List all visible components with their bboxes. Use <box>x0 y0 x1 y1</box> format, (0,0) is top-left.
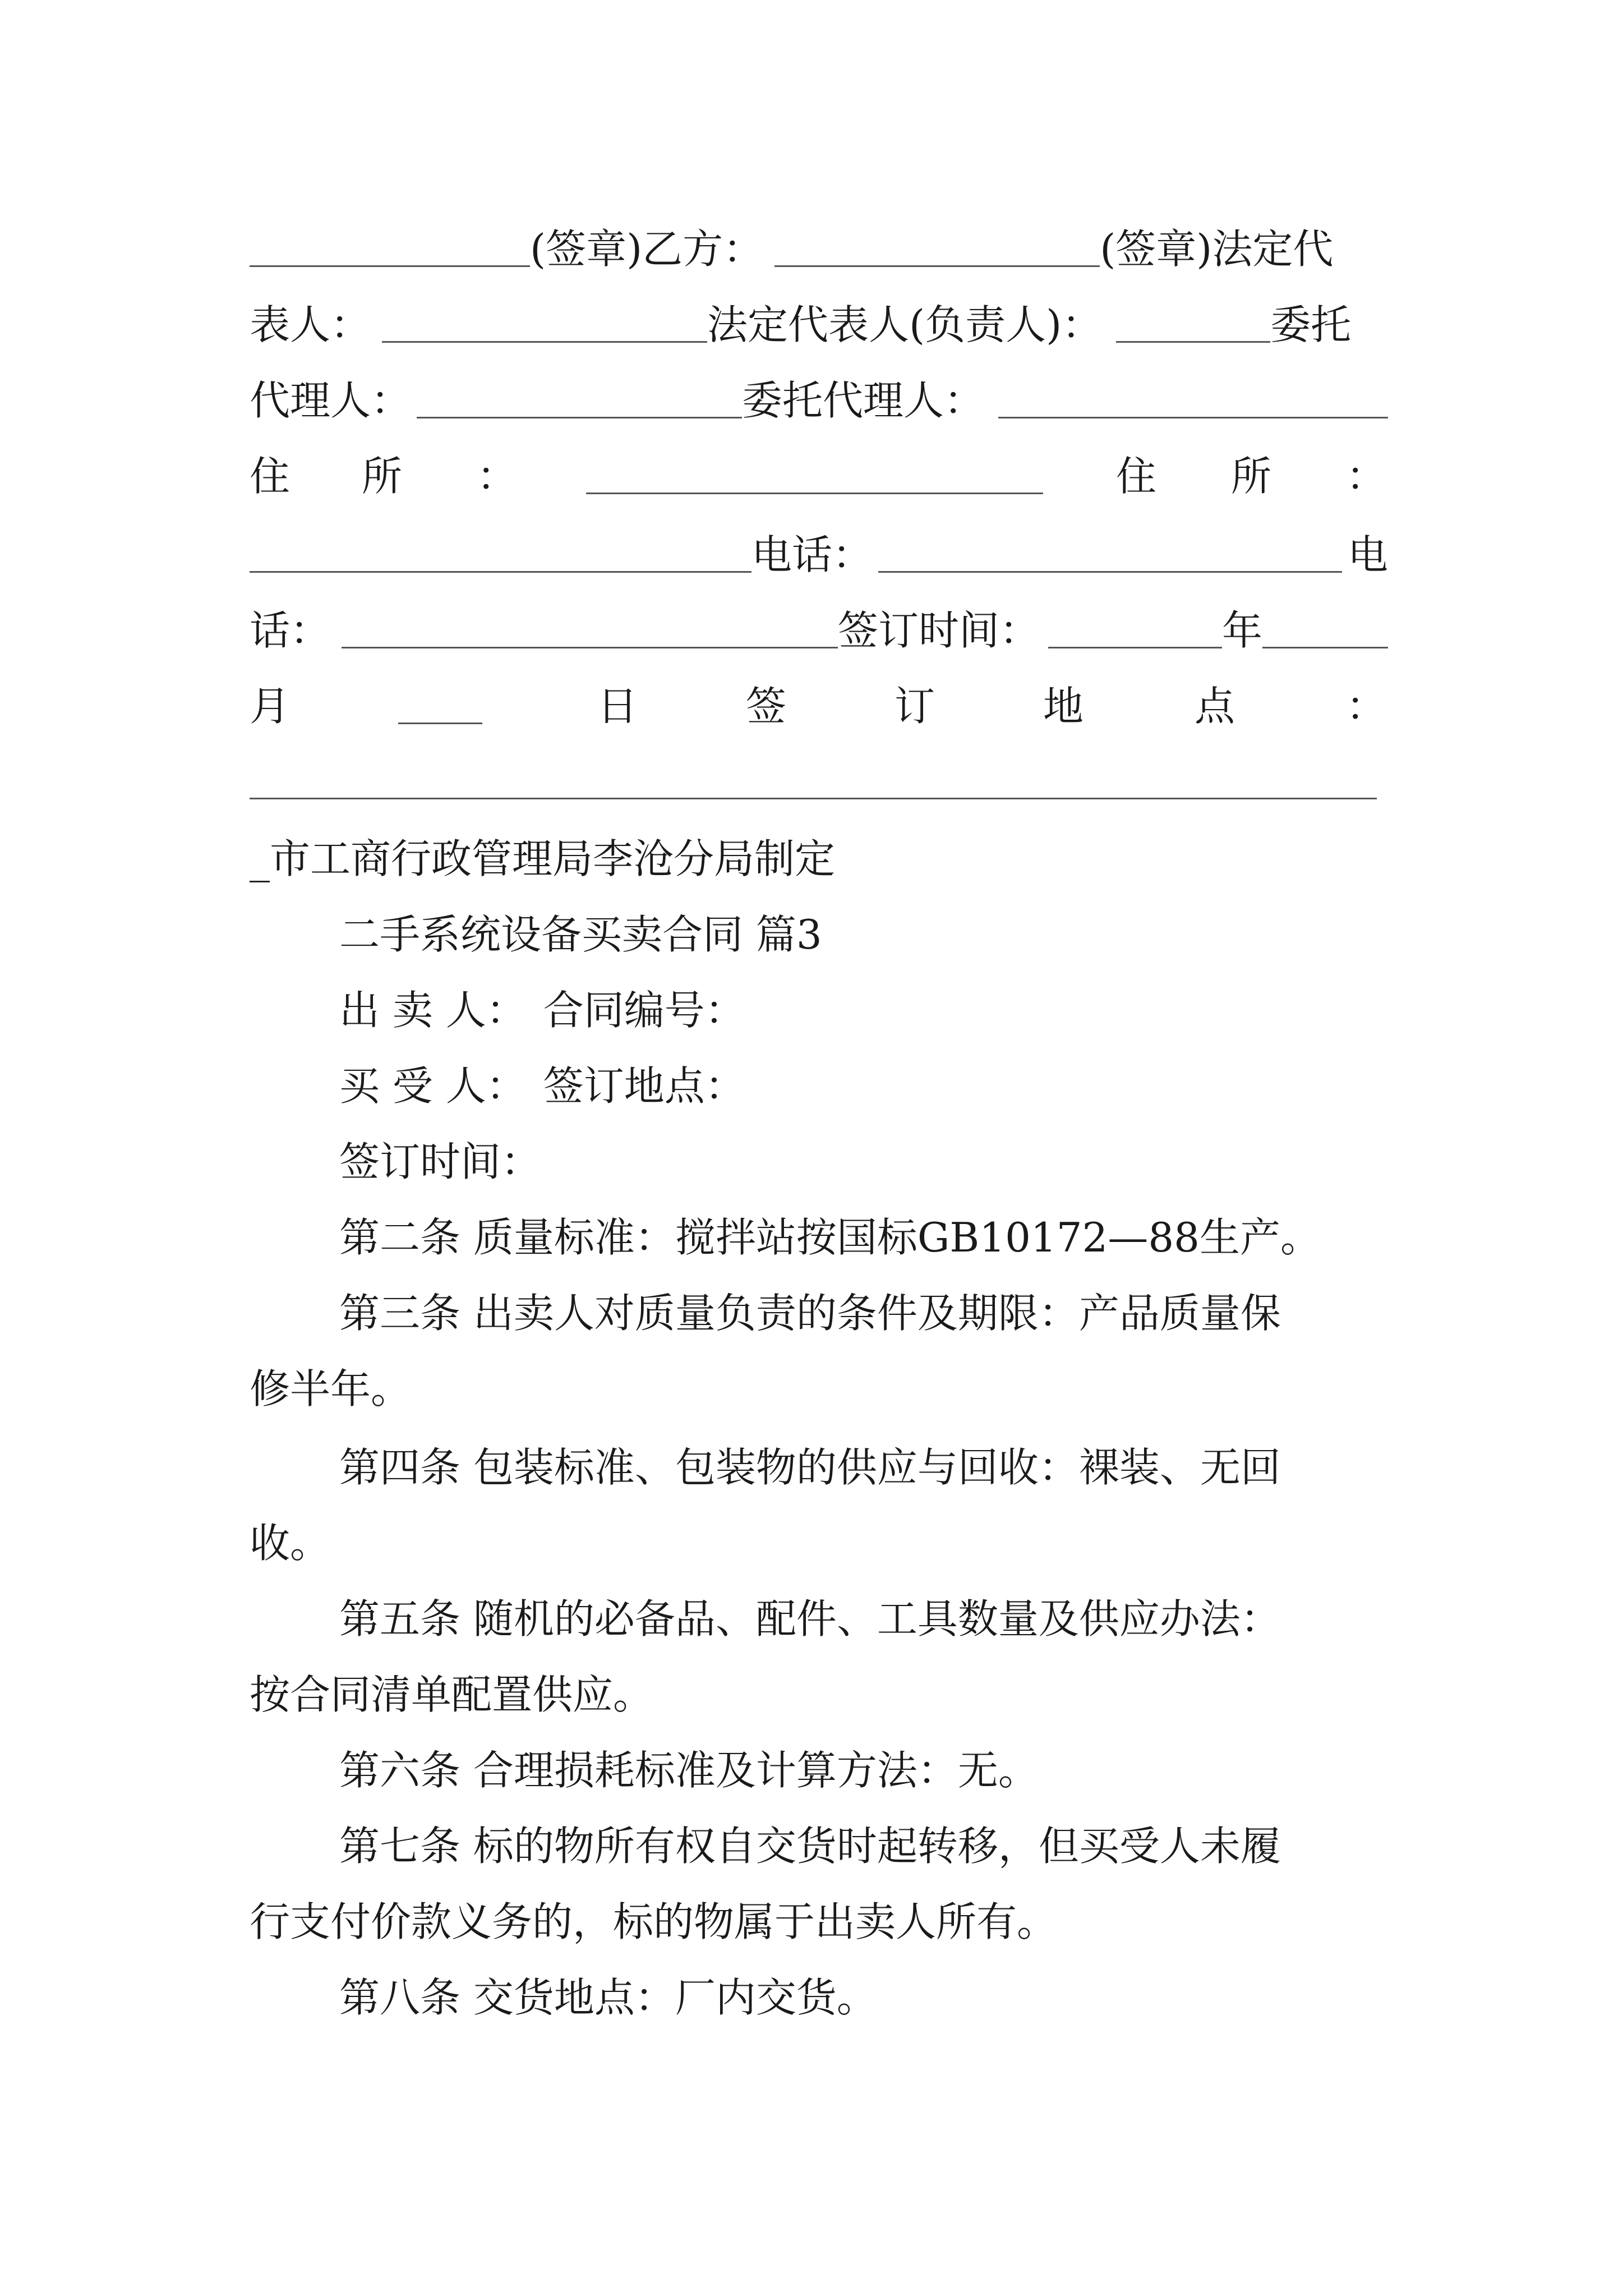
place-underline <box>250 798 1377 799</box>
blank-field <box>1116 338 1270 343</box>
sign-time-row: 签订时间： <box>339 1138 542 1185</box>
blank-field <box>382 338 707 343</box>
blank-field <box>878 568 1342 573</box>
phone-line <box>250 508 1388 578</box>
year-label: 年 <box>1222 607 1263 654</box>
seal-label-2: (签章)法定代 <box>1100 226 1334 273</box>
blank-field <box>417 413 742 418</box>
address-char: 住 <box>1116 453 1157 500</box>
legal-rep-label: 表人： <box>250 301 371 348</box>
place-char: 订 <box>895 683 935 730</box>
month-label: 月 <box>250 683 291 730</box>
address-char: 住 <box>250 453 291 500</box>
phone-label: 电话： <box>751 531 873 578</box>
article-5-line-1: 第五条 随机的必备品、配件、工具数量及供应办法： <box>339 1595 1281 1642</box>
article-2: 第二条 质量标准：搅拌站按国标GB10172—88生产。 <box>339 1214 1321 1261</box>
signature-line-2 <box>250 278 1388 348</box>
day-char: 日 <box>597 683 638 730</box>
sign-place-label: 签订地点： <box>543 1062 745 1110</box>
legal-rep-responsible-label: 法定代表人(负责人)： <box>707 301 1103 348</box>
article-7-line-1: 第七条 标的物所有权自交货时起转移，但买受人未履 <box>339 1823 1281 1870</box>
blank-field <box>342 643 838 648</box>
agent-label-2: 委托代理人： <box>742 377 985 424</box>
address-line <box>250 429 1388 500</box>
contract-title: 二手系统设备买卖合同 篇3 <box>339 911 822 958</box>
seller-row <box>339 987 745 1034</box>
article-7-line-2: 行支付价款义务的，标的物属于出卖人所有。 <box>250 1898 1058 1945</box>
address-char: ： <box>1346 453 1387 500</box>
date-place-line <box>250 659 1388 730</box>
article-3-line-1: 第三条 出卖人对质量负责的条件及期限：产品质量保 <box>339 1290 1281 1337</box>
blank-field <box>998 413 1388 418</box>
blank-field <box>774 262 1100 267</box>
blank-field <box>586 489 1043 494</box>
buyer-row <box>339 1062 745 1110</box>
article-5-line-2: 按合同清单配置供应。 <box>250 1671 654 1718</box>
place-char: 点 <box>1195 683 1235 730</box>
sign-time-label: 签订时间： <box>838 607 1040 654</box>
place-char: 地 <box>1043 683 1084 730</box>
address-char: ： <box>477 453 518 500</box>
article-8: 第八条 交货地点：厂内交货。 <box>339 1974 877 2021</box>
seller-label: 出 卖 人： <box>339 987 527 1034</box>
contract-no-label: 合同编号： <box>543 987 745 1034</box>
blank-field <box>1048 643 1222 648</box>
signature-line-3 <box>250 353 1388 424</box>
entrust-label-start: 委托 <box>1270 301 1352 348</box>
buyer-label: 买 受 人： <box>339 1062 527 1110</box>
address-char: 所 <box>1231 453 1272 500</box>
article-3-line-2: 修半年。 <box>250 1365 412 1412</box>
blank-field <box>1262 643 1388 648</box>
phone-label-start: 电 <box>1347 531 1388 578</box>
place-char: 签 <box>746 683 787 730</box>
article-4-line-2: 收。 <box>250 1520 331 1567</box>
sign-time-line <box>250 583 1388 654</box>
blank-field <box>398 719 482 724</box>
blank-field <box>250 262 530 267</box>
bureau-line: _市工商行政管理局李沧分局制定 <box>250 835 836 882</box>
signature-line-1 <box>250 202 1388 273</box>
agent-label: 代理人： <box>250 377 412 424</box>
article-4-line-1: 第四条 包装标准、包装物的供应与回收：裸装、无回 <box>339 1444 1281 1491</box>
address-char: 所 <box>362 453 403 500</box>
place-char: ： <box>1346 683 1387 730</box>
seal-label-1: (签章)乙方： <box>530 226 764 273</box>
blank-field <box>250 568 751 573</box>
article-6: 第六条 合理损耗标准及计算方法：无。 <box>339 1747 1039 1794</box>
phone-label-end: 话： <box>250 607 331 654</box>
